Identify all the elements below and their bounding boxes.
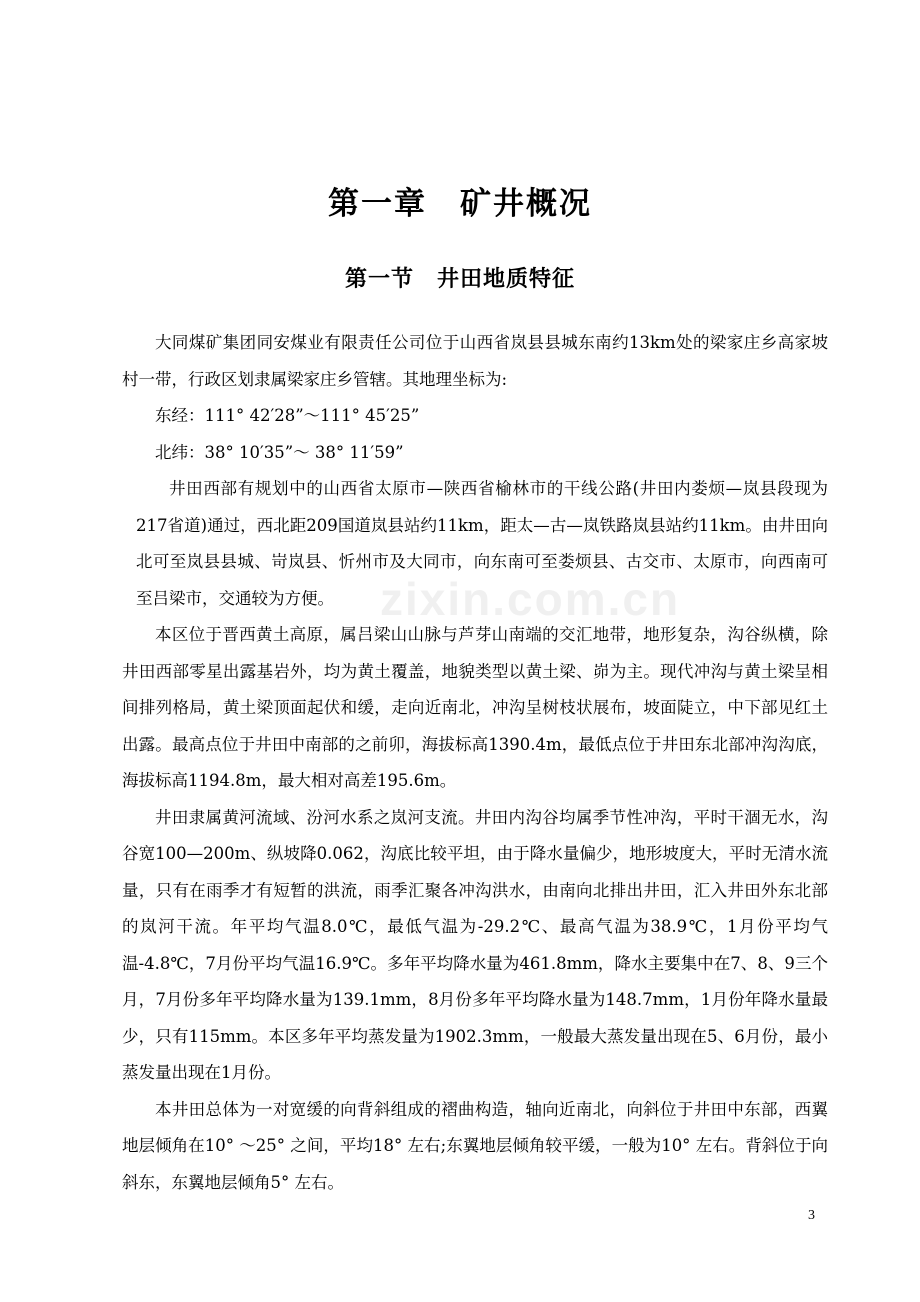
- chapter-title: 第一章 矿井概况: [328, 186, 592, 222]
- longitude-line: 东经：111° 42′28”～111° 45′25”: [155, 406, 420, 425]
- latitude-line: 北纬：38° 10′35”～ 38° 11′59”: [155, 442, 404, 462]
- watermark: zixin.com.cn: [380, 573, 681, 625]
- paragraph-terrain: 本区位于晋西黄土高原，属吕梁山山脉与芦芽山南端的交汇地带，地形复杂，沟谷纵横，除井田西部零星出露基岩外，均为黄土覆盖，地貌类型以黄土梁、峁为主。现代冲沟与黄土梁呈相间排列格局，黄土梁顶面起伏和缓，走向近南北，冲沟呈树枝状展布，坡面陡立，中下部见红土出露。最高点位于井田中南部的之前卯，海拔标高1390.4m，最低点位于井田东北部冲沟沟底，海拔标高1194.8m，最大相对高差195.6m。: [122, 625, 828, 790]
- page-number: 3: [808, 1208, 815, 1223]
- paragraph-hydrology-climate: 井田隶属黄河流域、汾河水系之岚河支流。井田内沟谷均属季节性冲沟，平时干涸无水，沟谷宽100—200m、纵坡降0.062，沟底比较平坦，由于降水量偏少，地形坡度大，平时无清水流量，只有在雨季才有短暂的洪流，雨季汇聚各冲沟洪水，由南向北排出井田，汇入井田外东北部的岚河干流。年平均气温8.0℃，最低气温为-29.2℃、最高气温为38.9℃，1月份平均气温-4.8℃，7月份平均气温16.9℃。多年平均降水量为461.8mm，降水主要集中在7、8、9三个月，7月份多年平均降水量为139.1mm，8月份多年平均降水量为148.7mm，1月份年降水量最少，只有115mm。本区多年平均蒸发量为1902.3mm，一般最大蒸发量出现在5、6月份，最小蒸发量出现在1月份。: [122, 807, 828, 1082]
- section-title: 第一节 井田地质特征: [344, 267, 575, 292]
- paragraph-transport: 井田西部有规划中的山西省太原市—陕西省榆林市的干线公路(井田内娄烦—岚县段现为217省道)通过，西北距209国道岚县站约11km，距太—古—岚铁路岚县站约11km。由井田向北可至岚县县城、岢岚县、忻州市及大同市，向东南可至娄烦县、古交市、太原市，向西南可至吕梁市，交通较为方便。: [136, 479, 828, 608]
- paragraph-location: 大同煤矿集团同安煤业有限责任公司位于山西省岚县县城东南约13km处的梁家庄乡高家坡村一带，行政区划隶属梁家庄乡管辖。其地理坐标为:: [122, 333, 828, 389]
- paragraph-structure: 本井田总体为一对宽缓的向背斜组成的褶曲构造，轴向近南北，向斜位于井田中东部，西翼地层倾角在10° ～25° 之间，平均18° 左右;东翼地层倾角较平缓，一般为10° 左右。背斜位于向斜东，东翼地层倾角5° 左右。: [122, 1099, 828, 1192]
- document-body: [122, 325, 828, 1201]
